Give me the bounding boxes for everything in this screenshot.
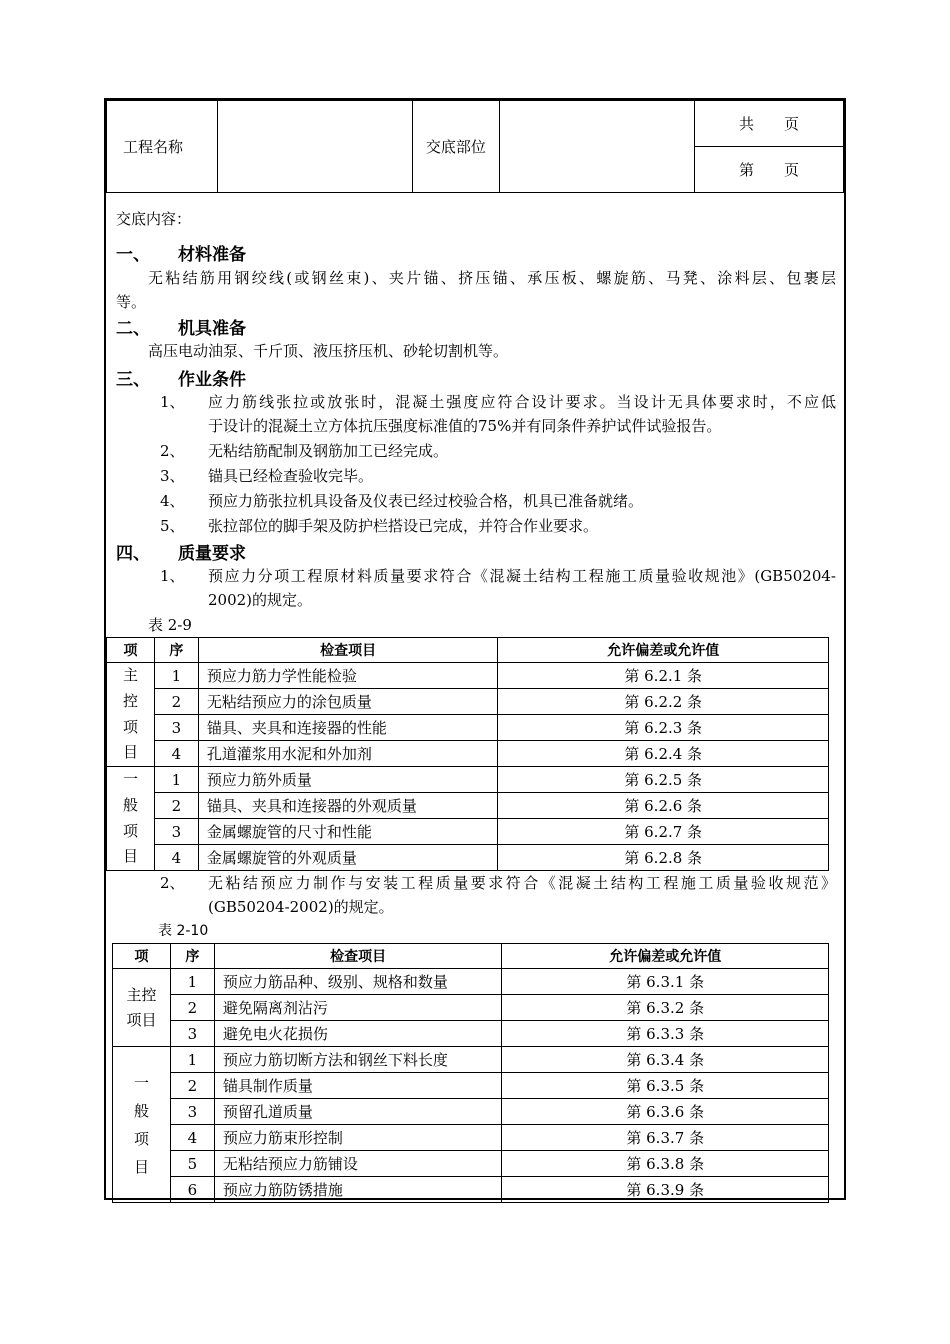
- row-item: 锚具制作质量: [214, 1073, 502, 1099]
- section-heading-conditions: 三、 作业条件: [116, 370, 246, 390]
- row-value: 第 6.3.4 条: [502, 1047, 829, 1073]
- row-item: 预应力筋外质量: [198, 767, 498, 793]
- condition-text: 锚具已经检查验收完毕。: [208, 467, 374, 485]
- section-heading-tools: 二、 机具准备: [116, 319, 246, 339]
- row-item: 预应力筋力学性能检验: [198, 663, 498, 689]
- row-item: 锚具、夹具和连接器的外观质量: [198, 793, 498, 819]
- section-heading-quality: 四、 质量要求: [116, 544, 246, 564]
- quality-text: 预应力分项工程原材料质量要求符合《混凝土结构工程施工质量验收规池》(GB50204-: [208, 567, 836, 585]
- condition-text: 无粘结筋配制及钢筋加工已经完成。: [208, 442, 449, 460]
- project-name-value[interactable]: [217, 101, 412, 193]
- location-label: 交底部位: [413, 101, 499, 193]
- header-table: [106, 100, 844, 193]
- row-item: 锚具、夹具和连接器的性能: [198, 715, 498, 741]
- row-item: 预应力筋防锈措施: [214, 1177, 502, 1203]
- column-header: 允许偏差或允许值: [502, 944, 829, 969]
- column-header: 项: [113, 944, 171, 969]
- row-value: 第 6.3.1 条: [502, 969, 829, 995]
- row-value: 第 6.3.2 条: [502, 995, 829, 1021]
- row-value: 第 6.3.8 条: [502, 1151, 829, 1177]
- materials-text-cont: 等。: [116, 293, 147, 311]
- row-seq: 1: [154, 663, 198, 689]
- row-item: 预应力筋品种、级别、规格和数量: [214, 969, 502, 995]
- row-seq: 3: [170, 1021, 214, 1047]
- row-value: 第 6.2.5 条: [498, 767, 829, 793]
- row-seq: 1: [170, 969, 214, 995]
- row-seq: 4: [154, 741, 198, 767]
- group-main-control: 主控项目: [107, 663, 155, 767]
- row-seq: 2: [170, 995, 214, 1021]
- row-seq: 4: [170, 1125, 214, 1151]
- section-heading-materials: 一、 材料准备: [116, 245, 246, 265]
- row-seq: 2: [170, 1073, 214, 1099]
- table-caption: 表 2-10: [158, 923, 209, 939]
- row-seq: 6: [170, 1177, 214, 1203]
- table-caption: 表 2-9: [148, 616, 192, 634]
- row-value: 第 6.3.6 条: [502, 1099, 829, 1125]
- tools-text: 高压电动油泵、千斤顶、液压挤压机、砂轮切割机等。: [148, 342, 509, 360]
- condition-num: 1、: [160, 393, 185, 411]
- row-value: 第 6.2.3 条: [498, 715, 829, 741]
- column-header: 序: [170, 944, 214, 969]
- row-item: 无粘结预应力筋铺设: [214, 1151, 502, 1177]
- group-main-control: 主控项目: [113, 969, 171, 1047]
- content-label: 交底内容：: [116, 210, 192, 228]
- row-value: 第 6.2.2 条: [498, 689, 829, 715]
- row-item: 金属螺旋管的尺寸和性能: [198, 819, 498, 845]
- row-item: 预应力筋切断方法和钢丝下料长度: [214, 1047, 502, 1073]
- page-number: 第 页: [694, 147, 843, 193]
- row-item: 避免电火花损伤: [214, 1021, 502, 1047]
- quality-text-cont: (GB50204-2002)的规定。: [208, 898, 394, 916]
- row-value: 第 6.3.9 条: [502, 1177, 829, 1203]
- column-header: 序: [154, 638, 198, 663]
- row-item: 预应力筋束形控制: [214, 1125, 502, 1151]
- total-pages: 共 页: [694, 101, 843, 147]
- row-seq: 3: [170, 1099, 214, 1125]
- row-seq: 3: [154, 715, 198, 741]
- condition-num: 3、: [160, 467, 185, 485]
- row-seq: 3: [154, 819, 198, 845]
- row-seq: 2: [154, 689, 198, 715]
- column-header: 检查项目: [198, 638, 498, 663]
- condition-text: 应力筋线张拉或放张时，混凝土强度应符合设计要求。当设计无具体要求时，不应低: [208, 393, 836, 411]
- row-seq: 5: [170, 1151, 214, 1177]
- row-value: 第 6.2.7 条: [498, 819, 829, 845]
- column-header: 检查项目: [214, 944, 502, 969]
- row-seq: 1: [170, 1047, 214, 1073]
- project-name-label: 工程名称: [107, 101, 218, 193]
- quality-text: 无粘结预应力制作与安装工程质量要求符合《混凝土结构工程施工质量验收规范》: [208, 874, 836, 892]
- row-value: 第 6.3.3 条: [502, 1021, 829, 1047]
- row-value: 第 6.3.5 条: [502, 1073, 829, 1099]
- row-value: 第 6.3.7 条: [502, 1125, 829, 1151]
- row-seq: 4: [154, 845, 198, 871]
- row-item: 预留孔道质量: [214, 1099, 502, 1125]
- materials-text: 无粘结筋用钢绞线(或钢丝束)、夹片锚、挤压锚、承压板、螺旋筋、马凳、涂料层、包裹层: [148, 269, 836, 287]
- row-item: 无粘结预应力的涂包质量: [198, 689, 498, 715]
- row-value: 第 6.2.8 条: [498, 845, 829, 871]
- row-item: 孔道灌浆用水泥和外加剂: [198, 741, 498, 767]
- group-general: 一般项目: [113, 1047, 171, 1203]
- condition-num: 4、: [160, 492, 185, 510]
- condition-text: 张拉部位的脚手架及防护栏搭设已完成，并符合作业要求。: [208, 517, 599, 535]
- quality-table-2-10: [112, 943, 829, 1203]
- condition-text-cont: 于设计的混凝土立方体抗压强度标准值的75%并有同条件养护试件试验报告。: [208, 417, 722, 435]
- condition-num: 5、: [160, 517, 185, 535]
- row-item: 金属螺旋管的外观质量: [198, 845, 498, 871]
- row-value: 第 6.2.1 条: [498, 663, 829, 689]
- row-item: 避免隔离剂沾污: [214, 995, 502, 1021]
- row-seq: 1: [154, 767, 198, 793]
- row-seq: 2: [154, 793, 198, 819]
- column-header: 允许偏差或允许值: [498, 638, 829, 663]
- column-header: 项: [107, 638, 155, 663]
- quality-num: 1、: [160, 567, 185, 585]
- condition-text: 预应力筋张拉机具设备及仪表已经过校验合格，机具已准备就绪。: [208, 492, 644, 510]
- row-value: 第 6.2.6 条: [498, 793, 829, 819]
- group-general: 一般项目: [107, 767, 155, 871]
- document-frame: [104, 98, 846, 1200]
- quality-text-cont: 2002)的规定。: [208, 591, 313, 609]
- quality-table-2-9: [106, 637, 829, 871]
- quality-num: 2、: [160, 874, 185, 892]
- location-value[interactable]: [499, 101, 694, 193]
- condition-num: 2、: [160, 442, 185, 460]
- row-value: 第 6.2.4 条: [498, 741, 829, 767]
